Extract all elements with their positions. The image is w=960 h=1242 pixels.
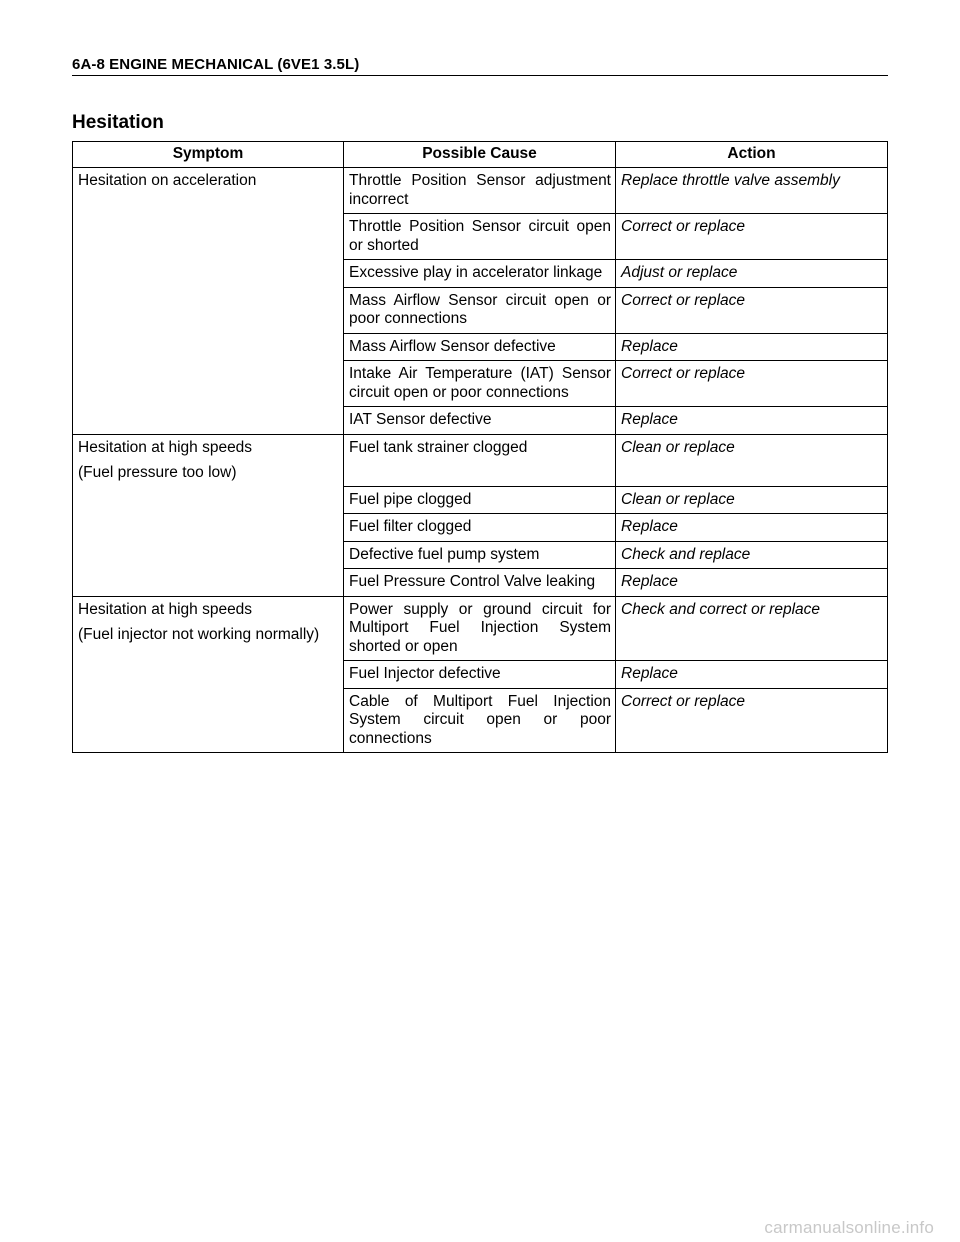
table-row <box>73 596 888 661</box>
action-cell: Replace <box>616 407 888 435</box>
cause-cell: IAT Sensor defective <box>344 407 616 435</box>
cause-cell: Fuel Pressure Control Valve leaking <box>344 569 616 597</box>
cause-cell: Throttle Position Sensor adjustment incorrect <box>344 168 616 214</box>
action-cell: Replace <box>616 661 888 689</box>
action-cell: Correct or replace <box>616 287 888 333</box>
symptom-subtext: (Fuel injector not working normally) <box>78 626 320 643</box>
cause-cell: Fuel pipe clogged <box>344 486 616 514</box>
column-header-symptom: Symptom <box>73 142 344 168</box>
table-header-row <box>73 142 888 168</box>
action-cell: Replace <box>616 333 888 361</box>
watermark-text: carmanualsonline.info <box>764 1218 934 1237</box>
cause-cell: Intake Air Temperature (IAT) Sensor circuit open or poor connections <box>344 361 616 407</box>
cause-cell: Defective fuel pump system <box>344 541 616 569</box>
action-cell: Correct or replace <box>616 688 888 753</box>
cause-cell: Fuel filter clogged <box>344 514 616 542</box>
action-cell: Correct or replace <box>616 361 888 407</box>
page-header: 6A-8 ENGINE MECHANICAL (6VE1 3.5L) <box>72 56 888 76</box>
cause-cell: Fuel tank strainer clogged <box>344 434 616 486</box>
action-cell: Check and replace <box>616 541 888 569</box>
action-cell: Correct or replace <box>616 214 888 260</box>
symptom-text: Hesitation on acceleration <box>78 172 257 189</box>
action-cell: Replace <box>616 514 888 542</box>
section-title: Hesitation <box>72 112 164 133</box>
symptom-subtext: (Fuel pressure too low) <box>78 464 237 481</box>
action-cell: Replace <box>616 569 888 597</box>
table-row <box>73 434 888 486</box>
cause-cell: Excessive play in accelerator linkage <box>344 260 616 288</box>
cause-cell: Mass Airflow Sensor circuit open or poor connections <box>344 287 616 333</box>
action-cell: Clean or replace <box>616 486 888 514</box>
diagnosis-table <box>72 141 888 753</box>
symptom-cell <box>73 434 344 596</box>
table-row <box>73 168 888 214</box>
symptom-text: Hesitation at high speeds <box>78 438 253 456</box>
symptom-cell <box>73 168 344 435</box>
symptom-text: Hesitation at high speeds <box>78 600 253 618</box>
cause-cell: Power supply or ground circuit for Multiport Fuel Injection System shorted or open <box>344 596 616 661</box>
action-cell: Adjust or replace <box>616 260 888 288</box>
cause-cell: Throttle Position Sensor circuit open or shorted <box>344 214 616 260</box>
column-header-action: Action <box>616 142 888 168</box>
action-cell: Check and correct or replace <box>616 596 888 661</box>
cause-cell: Cable of Multiport Fuel Injection System circuit open or poor connections <box>344 688 616 753</box>
column-header-cause: Possible Cause <box>344 142 616 168</box>
action-cell: Replace throttle valve assembly <box>616 168 888 214</box>
cause-cell: Mass Airflow Sensor defective <box>344 333 616 361</box>
action-cell: Clean or replace <box>616 434 888 486</box>
cause-cell: Fuel Injector defective <box>344 661 616 689</box>
symptom-cell <box>73 596 344 753</box>
